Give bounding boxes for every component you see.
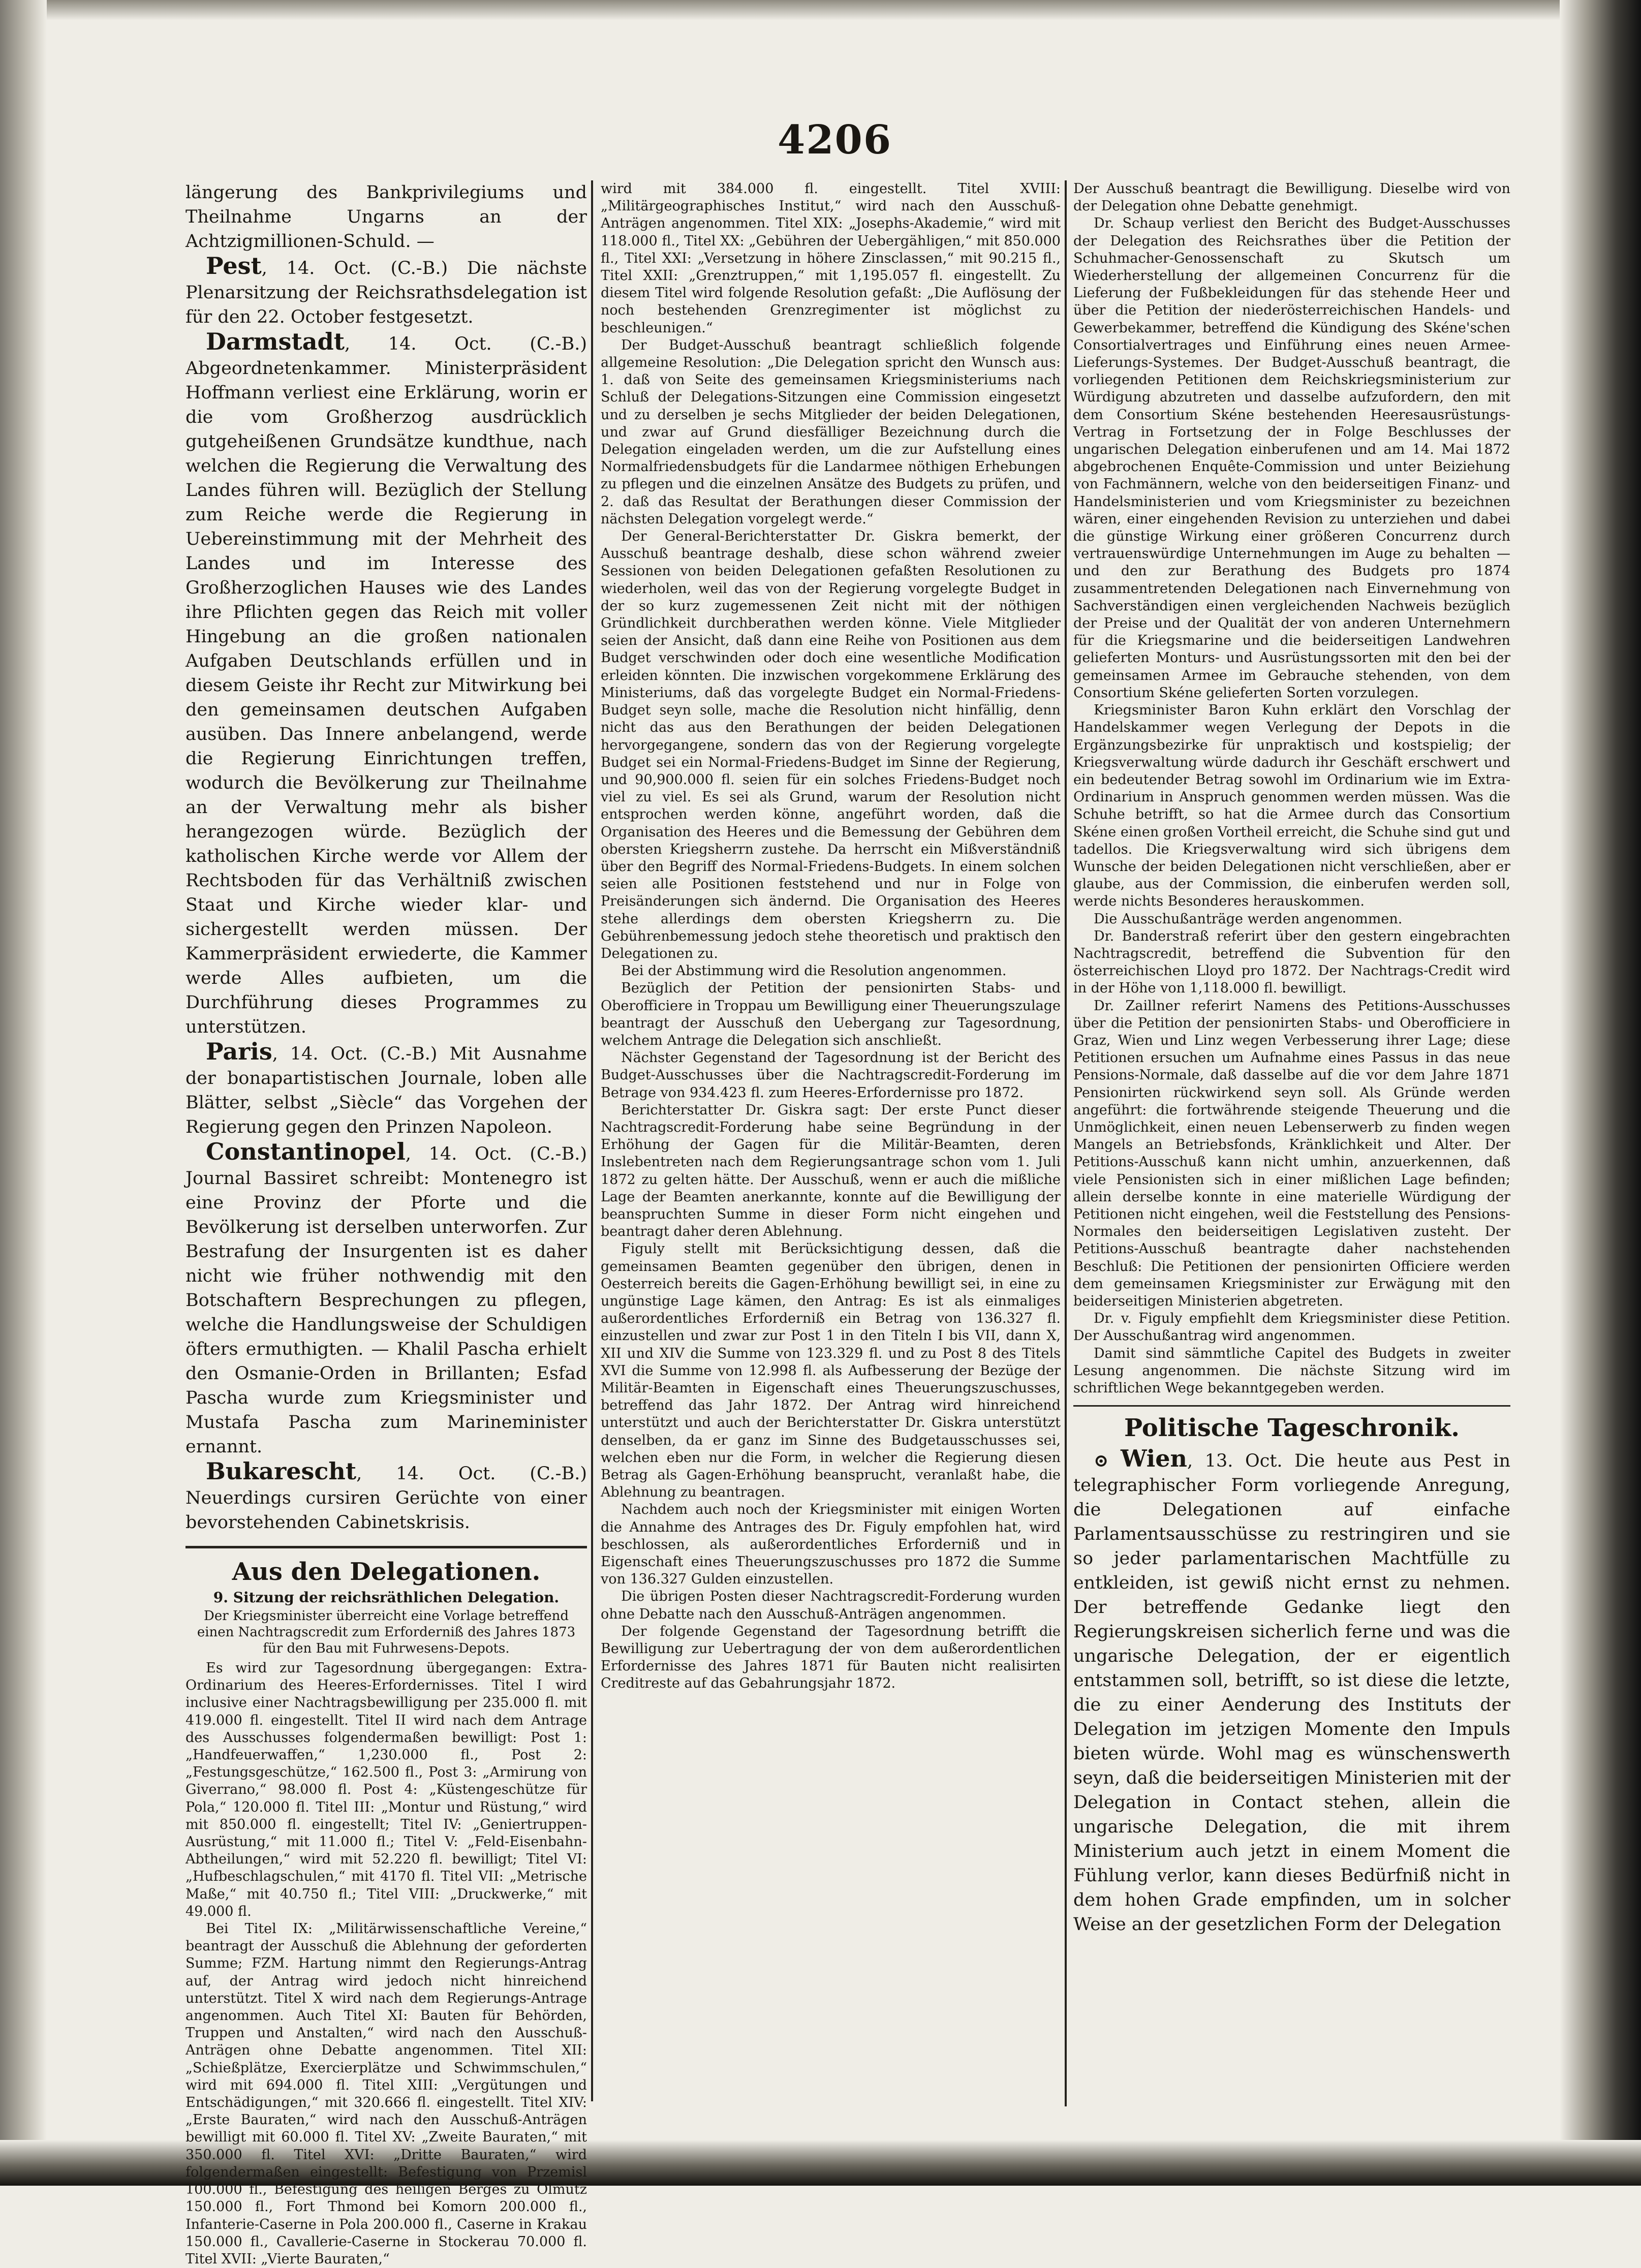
- column-rule-2: [1065, 180, 1067, 2106]
- section-divider: [1073, 1405, 1510, 1407]
- section-title-delegationen: Aus den Delegationen.: [232, 1558, 541, 1586]
- news-text-paris: , 14. Oct. (C.-B.) Mit Ausnahme der bonapartistischen Journale, loben alle Blätter, selbst „Siècle“ das Vorgehen der Regierung gegen den Prinzen Napoleon.: [185, 1044, 587, 1137]
- news-item-pest: [185, 254, 587, 329]
- news-item-wien: [1073, 1446, 1510, 1937]
- news-item-constantinopel: [185, 1139, 587, 1459]
- delegation-paragraph: Dr. Zaillner referirt Namens des Petitions-Ausschusses über die Petition der pensionirten Stabs- und Oberofficiere in Graz, Wien und Linz wegen Verbesserung ihrer Lage; diese Petitionen ersuchen um Aufnahme eines Passus in das neue Pensions-Normale, daß dasselbe auf die vor dem Jahre 1871 Pensionirten rückwirkend seyn soll. Als Gründe werden angeführt: die fortwährende steigende Theuerung und die Unmöglichkeit, einen neuen Lebenserwerb zu finden wegen Mangels an Betriebsfonds, Kränklichkeit und Alter. Der Petitions-Ausschuß kann nicht umhin, anzuerkennen, daß viele Pensionisten sich in einer mißlichen Lage befinden; allein derselbe konnte in eine materielle Würdigung der Petitionen nicht eingehen, weil die Feststellung des Pensions-Normales den beiderseitigen Legislativen zusteht. Der Petitions-Ausschuß beantragte daher nachstehenden Beschluß: Die Petitionen der pensionirten Officiere werden dem gemeinsamen Kriegsminister zur Erwägung mit den beiderseitigen Ministerien abgetreten.: [1073, 998, 1510, 1309]
- sun-symbol-icon: ⊙: [1094, 1450, 1109, 1472]
- section-subtitle: 9. Sitzung der reichsräthlichen Delegation.: [213, 1589, 560, 1606]
- dateline-constantinopel: Constantinopel: [206, 1138, 406, 1165]
- page-number: 4206: [778, 117, 892, 163]
- delegation-paragraph: Der General-Berichterstatter Dr. Giskra bemerkt, der Ausschuß beantrage deshalb, diese schon während zweier Sessionen von beiden Delegationen gefaßten Resolutionen zu wiederholen, weil das von der Regierung vorgelegte Budget in der so kurz zugemessenen Zeit nicht mit der nöthigen Gründlichkeit durchberathen werden könne. Viele Mitglieder seien der Ansicht, daß dann eine Reihe von Positionen aus dem Budget verschwinden oder doch eine wesentliche Modification erleiden könnten. Die inzwischen vorgekommene Erklärung des Ministeriums, daß das vorgelegte Budget ein Normal-Friedens-Budget seyn solle, mache die Resolution nicht hinfällig, denn nicht das aus den Berathungen der beiden Delegationen hervorgegangene, sondern das von der Regierung vorgelegte Budget sei ein Normal-Friedens-Budget im Sinne der Regierung, und 90,900.000 fl. seien für ein solches Friedens-Budget noch viel zu viel. Es sei als Grund, warum der Resolution nicht entsprochen werden könne, angeführt worden, daß die Organisation des Heeres und die Bemessung der Gebühren dem obersten Kriegsherrn zustehe. Da herrscht ein Mißverständniß über den Begriff des Normal-Friedens-Budgets. In einem solchen seien alle Positionen feststehend und nur in Folge von Preisänderungen sich ändernd. Die Organisation des Heeres stehe allerdings dem obersten Kriegsherrn zu. Die Gebührenbemessung jedoch stehe theoretisch und praktisch den Delegationen zu.: [601, 529, 1061, 961]
- continuation-paragraph: längerung des Bankprivilegiums und Theilnahme Ungarns an der Achtzigmillionen-Schuld. —: [185, 182, 587, 252]
- delegation-paragraph: Dr. Banderstraß referirt über den gestern eingebrachten Nachtragscredit, betreffend die Subvention für den österreichischen Lloyd pro 1872. Der Nachtrags-Credit wird in der Höhe von 1,118.000 fl. bewilligt.: [1073, 928, 1510, 997]
- dateline-darmstadt: Darmstadt: [206, 328, 345, 355]
- news-text-constantinopel: , 14. Oct. (C.-B.) Journal Bassiret schreibt: Montenegro ist eine Provinz der Pforte und die Bevölkerung ist derselben unterworfen. Zur Bestrafung der Insurgenten ist es daher nicht wie früher nothwendig mit den Botschaftern Besprechungen zu pflegen, welche die Handlungsweise der Schuldigen öfters ermuthigten. — Khalil Pascha erhielt den Osmanie-Orden in Brillanten; Esfad Pascha wurde zum Kriegsminister und Mustafa Pascha zum Marineminister ernannt.: [185, 1144, 587, 1457]
- news-text-darmstadt: , 14. Oct. (C.-B.) Abgeordnetenkammer. Ministerpräsident Hoffmann verliest eine Erklärung, worin er die vom Großherzog ausdrücklich gutgeheißenen Grundsätze kundthue, nach welchen die Regierung die Verwaltung des Landes führen will. Bezüglich der Stellung zum Reiche werde die Regierung in Uebereinstimmung mit der Mehrheit des Landes und im Interesse des Großherzoglichen Hauses wie des Landes ihre Pflichten gegen das Reich mit voller Hingebung an die großen nationalen Aufgaben Deutschlands erfüllen und in diesem Geiste ihr Recht zur Mitwirkung bei den gemeinsamen deutschen Aufgaben ausüben. Das Innere anbelangend, werde die Regierung Einrichtungen treffen, wodurch die Bevölkerung zur Theilnahme an der Verwaltung mehr als bisher herangezogen würde. Bezüglich der katholischen Kirche werde vor Allem der Rechtsboden für das Verhältniß zwischen Staat und Kirche wieder klar- und sichergestellt werden müssen. Der Kammerpräsident erwiederte, die Kammer werde Alles aufbieten, um die Durchführung dieses Programmes zu unterstützen.: [185, 334, 587, 1037]
- dateline-wien: Wien: [1120, 1445, 1187, 1473]
- scan-edge-right: [1560, 0, 1641, 2186]
- delegation-paragraph: Es wird zur Tagesordnung übergegangen: Extra-Ordinarium des Heeres-Erfordernisses. Titel I wird inclusive einer Nachtragsbewilligung per 235.000 fl. mit 419.000 fl. eingestellt. Titel II wird nach dem Antrage des Ausschusses folgendermaßen bewilligt: Post 1: „Handfeuerwaffen,“ 1,230.000 fl., Post 2: „Festungsgeschütze,“ 162.500 fl., Post 3: „Armirung von Giverrano,“ 98.000 fl. Post 4: „Küstengeschütze für Pola,“ 120.000 fl. Titel III: „Montur und Rüstung,“ wird mit 850.000 fl. eingestellt; Titel IV: „Geniertruppen-Ausrüstung,“ mit 11.000 fl.; Titel V: „Feld-Eisenbahn-Abtheilungen,“ wird mit 52.220 fl. bewilligt; Titel VI: „Hufbeschlagschulen,“ mit 4170 fl. Titel VII: „Metrische Maße,“ mit 40.750 fl.; Titel VIII: „Druckwerke,“ mit 49.000 fl.: [185, 1660, 587, 1919]
- dateline-pest: Pest: [206, 252, 262, 279]
- scan-edge-top: [0, 0, 1641, 20]
- column-1: [185, 180, 587, 2267]
- delegation-paragraph: Bei Titel IX: „Militärwissenschaftliche Vereine,“ beantragt der Ausschuß die Ablehnung der geforderten Summe; FZM. Hartung nimmt den Regierungs-Antrag auf, der Antrag wird jedoch nicht hinreichend unterstützt. Titel X wird nach dem Regierungs-Antrage angenommen. Auch Titel XI: Bauten für Behörden, Truppen und Anstalten,“ wird nach den Ausschuß-Anträgen ohne Debatte angenommen. Titel XII: „Schießplätze, Exercierplätze und Schwimmschulen,“ wird mit 694.000 fl. Titel XIII: „Vergütungen und Entschädigungen,“ mit 320.666 fl. eingestellt. Titel XIV: „Erste Bauraten,“ wird nach den Ausschuß-Anträgen bewilligt mit 60.000 fl. Titel XV: „Zweite Bauraten,“ mit 350.000 fl. Titel XVI: „Dritte Bauraten,“ wird folgendermaßen eingestellt: Befestigung von Przemisl 100.000 fl., Befestigung des heiligen Berges zu Olmütz 150.000 fl., Fort Thmond bei Komorn 200.000 fl., Infanterie-Caserne in Pola 200.000 fl., Caserne in Krakau 150.000 fl., Cavallerie-Caserne in Stockerau 70.000 fl. Titel XVII: „Vierte Bauraten,“: [185, 1921, 587, 2267]
- section-divider: [185, 1546, 587, 1548]
- delegation-paragraph: Bei der Abstimmung wird die Resolution angenommen.: [621, 963, 1007, 979]
- delegation-paragraph: Damit sind sämmtliche Capitel des Budgets in zweiter Lesung angenommen. Die nächste Sitzung wird im schriftlichen Wege bekanntgegeben werden.: [1073, 1345, 1510, 1396]
- delegation-paragraph: Nachdem auch noch der Kriegsminister mit einigen Worten die Annahme des Antrages des Dr. Figuly empfohlen hat, wird beschlossen, als außerordentliches Erforderniß und in Eigenschaft eines Theuerungszuschusses pro 1872 die Summe von 136.327 Gulden einzustellen.: [601, 1502, 1061, 1588]
- delegation-paragraph: Berichterstatter Dr. Giskra sagt: Der erste Punct dieser Nachtragscredit-Forderung habe seine Begründung in der Erhöhung der Gagen für die Militär-Beamten, deren Inslebentreten nach dem Regierungsantrage schon vom 1. Juli 1872 zu gelten hätte. Der Ausschuß, wenn er auch die mißliche Lage der Beamten anerkannte, konnte auf die Bewilligung der beanspruchten Summe in dieser Form nicht eingehen und beantragt daher deren Ablehnung.: [601, 1102, 1061, 1240]
- news-item-paris: [185, 1039, 587, 1139]
- delegation-paragraph: Der folgende Gegenstand der Tagesordnung betrifft die Bewilligung zur Uebertragung der von dem außerordentlichen Erfordernisse des Jahres 1871 für Bauten nicht realisirten Creditreste auf das Gebahrungsjahr 1872.: [601, 1623, 1061, 1692]
- delegation-paragraph: Dr. v. Figuly empfiehlt dem Kriegsminister diese Petition. Der Ausschußantrag wird angenommen.: [1073, 1311, 1510, 1344]
- delegation-paragraph: Figuly stellt mit Berücksichtigung dessen, daß die gemeinsamen Beamten gegenüber den übrigen, denen in Oesterreich bereits die Gagen-Erhöhung bewilligt sei, in eine zu ungünstige Lage kämen, den Antrag: Es ist als einmaliges außerordentliches Erforderniß ein Betrag von 136.327 fl. einzustellen und zwar zur Post 1 in den Titeln I bis VII, dann X, XII und XIV die Summe von 123.329 fl. und zu Post 8 des Titels XVI die Summe von 12.998 fl. als Aufbesserung der Bezüge der Militär-Beamten in Eigenschaft eines Theuerungszuschusses, betreffend das Jahr 1872. Der Antrag wird hinreichend unterstützt und auch der Berichterstatter Dr. Giskra unterstützt denselben, da er ganz im Sinne des Budgetausschusses sei, welchen eben nur die Form, in welcher die Regierung diesen Betrag als Gagen-Erhöhung beansprucht, veranlaßt habe, die Ablehnung zu beantragen.: [601, 1241, 1061, 1501]
- delegation-paragraph: Die übrigen Posten dieser Nachtragscredit-Forderung wurden ohne Debatte nach den Ausschuß-Anträgen angenommen.: [601, 1589, 1061, 1622]
- column-rule-1: [591, 180, 593, 2101]
- delegation-paragraph: Nächster Gegenstand der Tagesordnung ist der Bericht des Budget-Ausschusses über die Nachtragscredit-Forderung im Betrage von 934.423 fl. zum Heeres-Erfordernisse pro 1872.: [601, 1050, 1061, 1101]
- section-title-chronik: Politische Tageschronik.: [1124, 1414, 1460, 1443]
- delegation-paragraph: Der Budget-Ausschuß beantragt schließlich folgende allgemeine Resolution: „Die Delegation spricht den Wunsch aus: 1. daß von Seite des gemeinsamen Kriegsministeriums nach Schluß der Delegations-Sitzungen eine Commission eingesetzt und zu derselben je sechs Mitglieder der beiden Delegationen, und zwar auf Grund diesfälliger Bezeichnung durch die Delegation eingeladen werden, um die zur Aufstellung eines Normalfriedensbudgets für die Landarmee nöthigen Erhebungen zu pflegen und die einzelnen Ansätze des Budgets zu prüfen, und 2. daß das Resultat der Berathungen dieser Commission der nächsten Delegation vorgelegt werde.“: [601, 337, 1061, 527]
- delegation-paragraph: wird mit 384.000 fl. eingestellt. Titel XVIII: „Militärgeographisches Institut,“ wird nach den Ausschuß-Anträgen angenommen. Titel XIX: „Josephs-Akademie,“ wird mit 118.000 fl., Titel XX: „Gebühren der Uebergähligen,“ mit 850.000 fl., Titel XXI: „Versetzung in höhere Zinsclassen,“ mit 90.215 fl., Titel XXII: „Grenztruppen,“ mit 1,195.057 fl. eingestellt. Zu diesem Titel wird folgende Resolution gefaßt: „Die Auflösung der noch bestehenden Grenzregimenter ist möglichst zu beschleunigen.“: [601, 181, 1061, 336]
- delegation-paragraph: Der Ausschuß beantragt die Bewilligung. Dieselbe wird von der Delegation ohne Debatte genehmigt.: [1073, 181, 1510, 214]
- dateline-paris: Paris: [206, 1038, 272, 1065]
- news-item-darmstadt: [185, 329, 587, 1039]
- news-text-pest: , 14. Oct. (C.-B.) Die nächste Plenarsitzung der Reichsrathsdelegation ist für den 22. October festgesetzt.: [185, 258, 587, 327]
- delegation-paragraph: Die Ausschußanträge werden angenommen.: [1094, 911, 1403, 927]
- scan-edge-left: [0, 0, 47, 2186]
- delegation-paragraph: Dr. Schaup verliest den Bericht des Budget-Ausschusses der Delegation des Reichsrathes über die Petition der Schuhmacher-Genossenschaft zu Skutsch um Wiederherstellung der allgemeinen Concurrenz für die Lieferung der Fußbekleidungen für das stehende Heer und über die Petition der niederösterreichischen Handels- und Gewerbekammer, betreffend die Kündigung des Skéne'schen Consortialvertrages und Einführung eines neuen Armee-Lieferungs-Systemes. Der Budget-Ausschuß beantragt, die vorliegenden Petitionen dem Reichskriegsministerium zur Würdigung abzutreten und dasselbe aufzufordern, den mit dem Consortium Skéne bestehenden Heeresausrüstungs-Vertrag in Fortsetzung der in Folge Beschlusses der ungarischen Delegation einberufenen und am 14. Mai 1872 abgebrochenen Enquête-Commission und unter Beiziehung von Fachmännern, welche von den beiderseitigen Finanz- und Handelsministerien und vom Kriegsminister zu bezeichnen wären, einer eingehenden Revision zu unterziehen und dabei die günstige Wirkung einer größeren Concurrenz durch vertrauenswürdige Unternehmungen im Auge zu behalten — und den zur Berathung des Budgets pro 1874 zusammentretenden Delegationen nach Einvernehmung von Sachverständigen einen vergleichenden Nachweis bezüglich der Preise und der Qualität der von anderen Unternehmern für die Kriegsmarine und die beiderseitigen Landwehren gelieferten Monturs- und Ausrüstungssorten mit den bei der gemeinsamen Armee im Gebrauche stehenden, von dem Consortium Skéne gelieferten Sorten vorzulegen.: [1073, 215, 1510, 701]
- column-2: [601, 180, 1061, 2101]
- section-lead: Der Kriegsminister überreicht eine Vorlage betreffend einen Nachtragscredit zum Erforderniß des Jahres 1873 für den Bau mit Fuhrwesens-Depots.: [197, 1608, 576, 1656]
- delegation-paragraph: Kriegsminister Baron Kuhn erklärt den Vorschlag der Handelskammer wegen Verlegung der Depots in die Ergänzungsbezirke für unpraktisch und kostspielig; der Kriegsverwaltung würde dadurch ihr Geschäft erschwert und ein bedeutender Betrag sowohl im Ordinarium wie im Extra-Ordinarium in Anspruch genommen werden müssen. Was die Schuhe betrifft, so hat die Armee durch das Consortium Skéne einen großen Vortheil erreicht, die Schuhe sind gut und tadellos. Die Kriegsverwaltung wird sich übrigens dem Wunsche der beiden Delegationen nicht verschließen, aber er glaube, aus der Commission, die einberufen werden soll, werde nichts Besonderes herauskommen.: [1073, 702, 1510, 910]
- news-text-wien: , 13. Oct. Die heute aus Pest in telegraphischer Form vorliegende Anregung, die Delegationen auf einfache Parlamentsausschüsse zu restringiren und sie so jeder parlamentarischen Machtfülle zu entkleiden, ist gewiß nicht ernst zu nehmen. Der betreffende Gedanke liegt den Regierungskreisen sicherlich ferne und was die ungarische Delegation, der er eigentlich entstammen soll, betrifft, so ist diese die letzte, die zu einer Aenderung des Instituts der Delegation im jetzigen Momente den Impuls bieten würde. Wohl mag es wünschenswerth seyn, daß die beiderseitigen Ministerien mit der Delegation in Contact stehen, allein die ungarische Delegation, die mit ihrem Ministerium auch jetzt in einem Moment die Fühlung verlor, kann dieses Bedürfniß nicht in dem hohen Grade empfinden, um in solcher Weise an der gesetzlichen Form der Delegation: [1073, 1451, 1510, 1935]
- news-text-bukarest: , 14. Oct. (C.-B.) Neuerdings cursiren Gerüchte von einer bevorstehenden Cabinetskrisis.: [185, 1464, 587, 1533]
- column-3: [1073, 180, 1510, 2096]
- delegation-paragraph: Bezüglich der Petition der pensionirten Stabs- und Oberofficiere in Troppau um Bewilligung einer Theuerungszulage beantragt der Ausschuß den Uebergang zur Tagesordnung, welchem Antrage die Delegation sich anschließt.: [601, 980, 1061, 1048]
- dateline-bukarest: Bukarescht: [206, 1457, 357, 1485]
- news-item-bukarest: [185, 1459, 587, 1535]
